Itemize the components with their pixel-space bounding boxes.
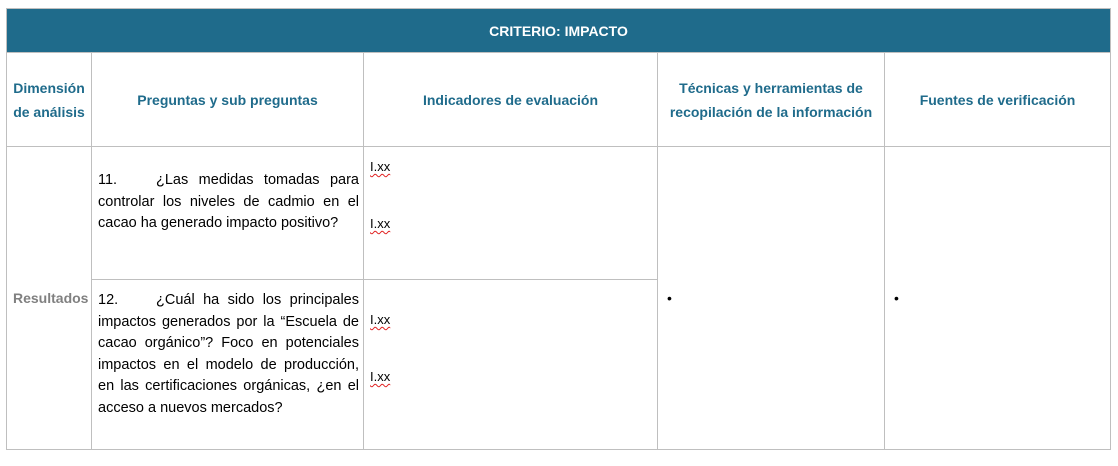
question-row-12 [92, 280, 364, 450]
question-text: ¿Cuál ha sido los principales impactos generados por la “Escuela de cacao orgánico”? Foco en potenciales impactos en el modelo de producción, en las certificaciones orgánicas, ¿en el acceso a nuevos mercados? [98, 292, 359, 416]
question-number: 12. [98, 292, 119, 308]
header-dimension: Dimensión de análisis [7, 53, 92, 147]
question-row-11 [92, 147, 364, 280]
indicator-item: I.xx [370, 159, 391, 174]
header-questions: Preguntas y sub preguntas [92, 53, 364, 147]
indicator-cell-12 [364, 280, 658, 450]
impact-criteria-table [6, 8, 1111, 450]
indicator-item: I.xx [370, 312, 391, 327]
question-number: 11. [98, 172, 118, 188]
dimension-cell: Resultados [7, 147, 92, 450]
question-text: ¿Las medidas tomadas para controlar los niveles de cadmio en el cacao ha generado impacto positivo? [98, 172, 359, 231]
table-title: CRITERIO: IMPACTO [7, 9, 1111, 53]
indicator-item: I.xx [370, 216, 391, 231]
indicator-item: I.xx [370, 369, 391, 384]
sources-cell: • [885, 147, 1111, 450]
header-sources: Fuentes de verificación [885, 53, 1111, 147]
header-indicators: Indicadores de evaluación [364, 53, 658, 147]
indicator-cell-11 [364, 147, 658, 280]
header-techniques: Técnicas y herramientas de recopilación de la información [658, 53, 885, 147]
techniques-cell: • [658, 147, 885, 450]
